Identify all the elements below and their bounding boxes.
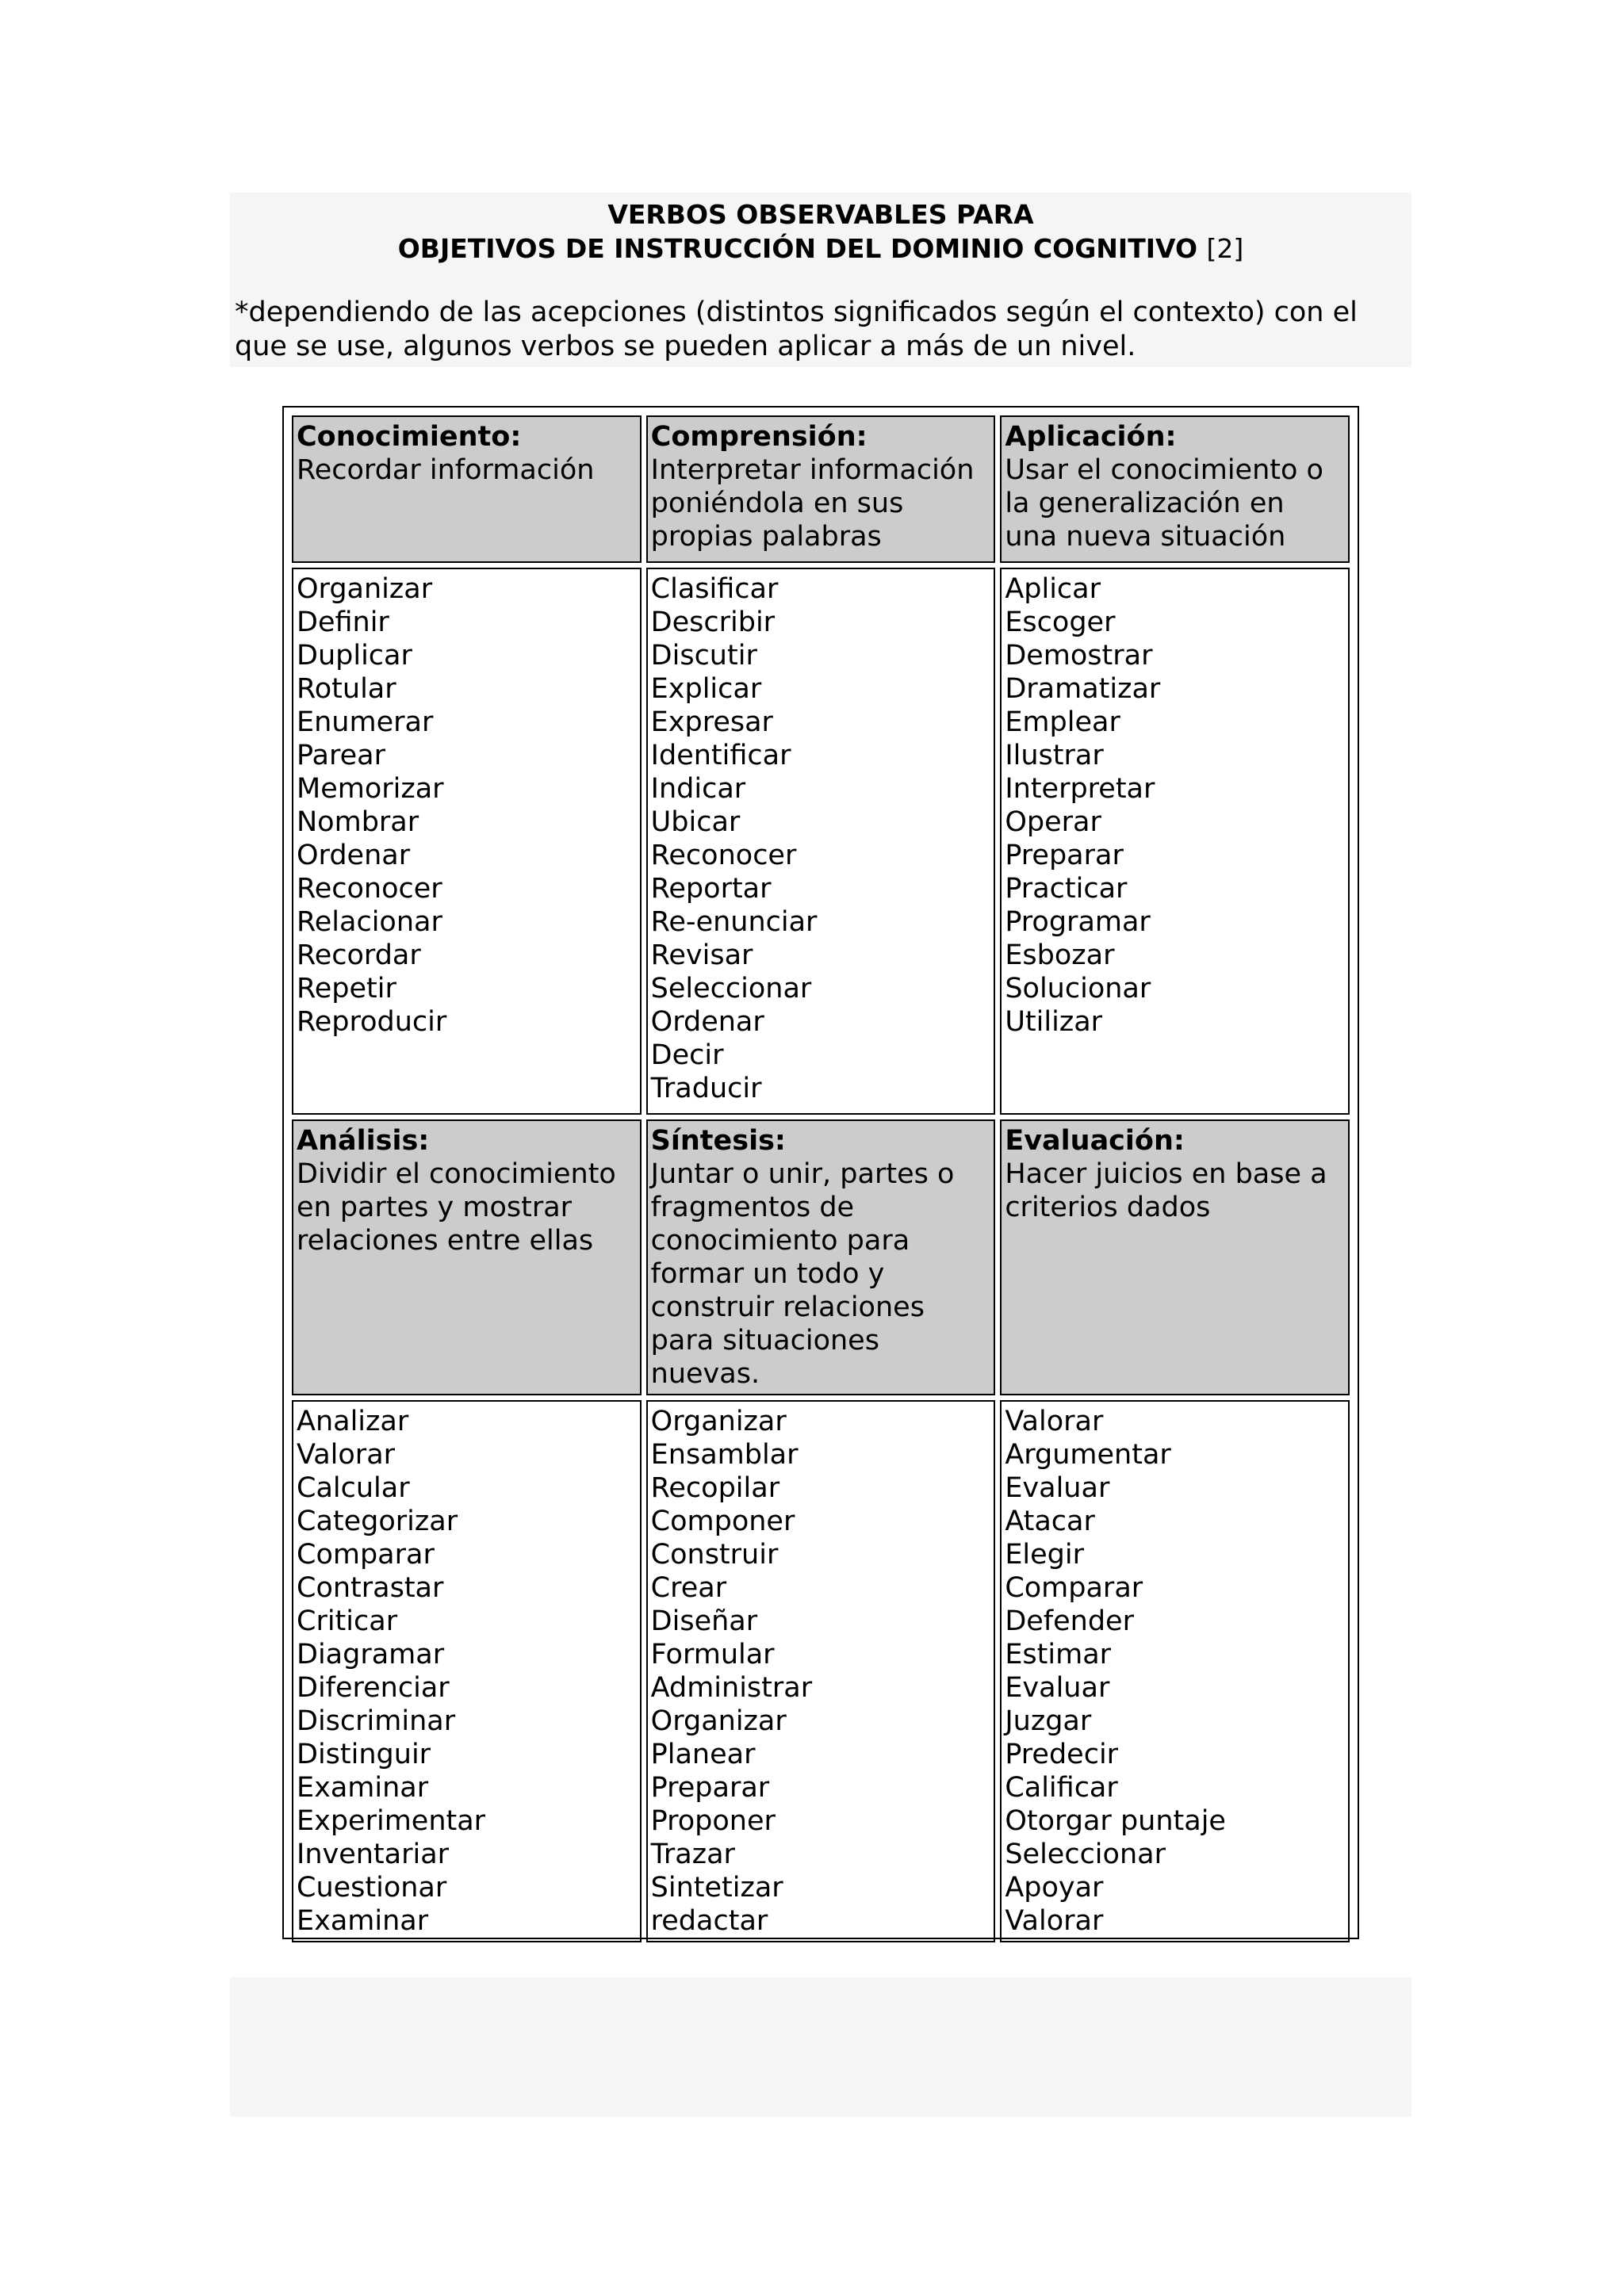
verb-list-cell xyxy=(646,1400,996,1942)
verb-item: Seleccionar xyxy=(1005,1839,1166,1870)
verb-item: Relacionar xyxy=(297,906,442,938)
verb-item: Sintetizar xyxy=(650,1872,783,1904)
verb-item: Reportar xyxy=(650,873,772,905)
verb-item: Examinar xyxy=(297,1905,429,1937)
verb-list-cell xyxy=(292,568,642,1115)
header-row-1 xyxy=(292,415,1350,563)
verbs-table xyxy=(287,411,1354,1947)
verb-item: Valorar xyxy=(297,1439,396,1471)
verb-list-cell xyxy=(292,1400,642,1942)
verb-item: Planear xyxy=(650,1739,756,1770)
verb-item: Demostrar xyxy=(1005,640,1153,672)
verb-item: Juzgar xyxy=(1005,1705,1092,1737)
verb-item: Practicar xyxy=(1005,873,1128,905)
verb-item: Re-enunciar xyxy=(650,906,818,938)
verb-item: Describir xyxy=(650,607,776,638)
category-header-cell xyxy=(292,1119,642,1395)
verb-item: Argumentar xyxy=(1005,1439,1171,1471)
document-title xyxy=(230,193,1411,266)
verb-item: Discriminar xyxy=(297,1705,456,1737)
verb-item: Definir xyxy=(297,607,389,638)
verb-item: Proponer xyxy=(650,1805,776,1837)
verb-item: Construir xyxy=(650,1539,779,1571)
verb-item: Solucionar xyxy=(1005,973,1151,1004)
verb-item: Enumerar xyxy=(297,706,434,738)
verb-item: Diseñar xyxy=(650,1605,758,1637)
verb-item: Memorizar xyxy=(297,773,444,805)
verb-item: Defender xyxy=(1005,1605,1134,1637)
verb-item: Identificar xyxy=(650,740,791,771)
category-title: Conocimiento: xyxy=(297,421,522,453)
verb-item: Recordar xyxy=(297,939,421,971)
verb-list-cell xyxy=(1000,1400,1350,1942)
verb-item: Reproducir xyxy=(297,1006,447,1038)
verb-item: Ordenar xyxy=(650,1006,764,1038)
verb-item: Parear xyxy=(297,740,385,771)
verbs-row-1 xyxy=(292,568,1350,1115)
verb-item: Categorizar xyxy=(297,1506,458,1537)
category-description: Interpretar información poniéndola en sus propias palabras xyxy=(650,454,975,553)
category-header-cell xyxy=(646,1119,996,1395)
title-line-2-text: OBJETIVOS DE INSTRUCCIÓN DEL DOMINIO COGNITIVO xyxy=(397,233,1198,264)
verb-item: Valorar xyxy=(1005,1406,1104,1437)
verb-item: Distinguir xyxy=(297,1739,431,1770)
verb-item: Crear xyxy=(650,1572,727,1604)
verb-item: Componer xyxy=(650,1506,795,1537)
verb-item: Operar xyxy=(1005,806,1101,838)
verb-item: Explicar xyxy=(650,673,762,705)
verb-item: Decir xyxy=(650,1039,724,1071)
category-description: Recordar información xyxy=(297,454,595,486)
title-line-1: VERBOS OBSERVABLES PARA xyxy=(607,199,1034,230)
verb-item: Reconocer xyxy=(297,873,442,905)
verb-item: Organizar xyxy=(650,1406,787,1437)
verb-item: Evaluar xyxy=(1005,1672,1110,1704)
verb-item: Atacar xyxy=(1005,1506,1095,1537)
verb-item: Calificar xyxy=(1005,1772,1118,1804)
verb-item: Preparar xyxy=(650,1772,770,1804)
category-header-cell xyxy=(646,415,996,563)
verb-item: Preparar xyxy=(1005,840,1124,871)
verb-item: Reconocer xyxy=(650,840,797,871)
category-header-cell xyxy=(292,415,642,563)
verb-item: Clasificar xyxy=(650,573,779,605)
footnote-text: *dependiendo de las acepciones (distintos significados según el contexto) con el que se use, algunos verbos se pueden aplicar a más de un nivel. xyxy=(235,297,1358,362)
verb-item: Cuestionar xyxy=(297,1872,447,1904)
verb-item: redactar xyxy=(650,1905,768,1937)
verb-item: Diferenciar xyxy=(297,1672,450,1704)
category-description: Dividir el conocimiento en partes y mostrar relaciones entre ellas xyxy=(297,1158,616,1257)
footer-section xyxy=(230,1977,1411,2117)
verb-item: Inventariar xyxy=(297,1839,450,1870)
verb-item: Experimentar xyxy=(297,1805,486,1837)
verb-item: Diagramar xyxy=(297,1639,445,1670)
verbs-table-frame xyxy=(282,406,1359,1939)
verb-item: Predecir xyxy=(1005,1739,1119,1770)
verb-list-cell xyxy=(1000,568,1350,1115)
verb-item: Evaluar xyxy=(1005,1472,1110,1504)
verb-item: Traducir xyxy=(650,1073,762,1104)
verb-item: Duplicar xyxy=(297,640,412,672)
verb-item: Apoyar xyxy=(1005,1872,1104,1904)
verb-item: Ordenar xyxy=(297,840,411,871)
verb-item: Recopilar xyxy=(650,1472,780,1504)
category-title: Evaluación: xyxy=(1005,1125,1185,1157)
category-title: Síntesis: xyxy=(650,1125,786,1157)
category-title: Análisis: xyxy=(297,1125,430,1157)
category-header-cell xyxy=(1000,415,1350,563)
category-title: Comprensión: xyxy=(650,421,868,453)
verb-item: Comparar xyxy=(297,1539,435,1571)
verb-item: Trazar xyxy=(650,1839,735,1870)
verb-item: Organizar xyxy=(650,1705,787,1737)
header-row-2 xyxy=(292,1119,1350,1395)
verb-item: Aplicar xyxy=(1005,573,1101,605)
verb-item: Elegir xyxy=(1005,1539,1085,1571)
verb-item: Indicar xyxy=(650,773,746,805)
verb-item: Ubicar xyxy=(650,806,741,838)
verb-item: Utilizar xyxy=(1005,1006,1103,1038)
verb-item: Dramatizar xyxy=(1005,673,1161,705)
verb-item: Analizar xyxy=(297,1406,409,1437)
verb-item: Programar xyxy=(1005,906,1151,938)
verb-item: Estimar xyxy=(1005,1639,1112,1670)
category-header-cell xyxy=(1000,1119,1350,1395)
verb-item: Ensamblar xyxy=(650,1439,799,1471)
verb-item: Interpretar xyxy=(1005,773,1155,805)
title-line-2 xyxy=(230,232,1411,266)
verb-item: Repetir xyxy=(297,973,396,1004)
verb-list-cell xyxy=(646,568,996,1115)
category-title: Aplicación: xyxy=(1005,421,1177,453)
verbs-row-2 xyxy=(292,1400,1350,1942)
verb-item: Expresar xyxy=(650,706,773,738)
verb-item: Criticar xyxy=(297,1605,398,1637)
reference-marker: [2] xyxy=(1206,233,1244,264)
verb-item: Administrar xyxy=(650,1672,813,1704)
verb-item: Otorgar puntaje xyxy=(1005,1805,1226,1837)
verb-item: Calcular xyxy=(297,1472,410,1504)
verb-item: Escoger xyxy=(1005,607,1116,638)
verb-item: Organizar xyxy=(297,573,433,605)
verb-item: Ilustrar xyxy=(1005,740,1104,771)
verb-item: Comparar xyxy=(1005,1572,1143,1604)
verb-item: Revisar xyxy=(650,939,753,971)
verb-item: Valorar xyxy=(1005,1905,1104,1937)
category-description: Usar el conocimiento o la generalización en una nueva situación xyxy=(1005,454,1323,553)
verb-item: Seleccionar xyxy=(650,973,812,1004)
verb-item: Formular xyxy=(650,1639,775,1670)
verb-item: Examinar xyxy=(297,1772,429,1804)
category-description: Juntar o unir, partes o fragmentos de conocimiento para formar un todo y construir relaciones para situaciones nuevas. xyxy=(650,1158,955,1390)
verb-item: Esbozar xyxy=(1005,939,1115,971)
verb-item: Nombrar xyxy=(297,806,419,838)
category-description: Hacer juicios en base a criterios dados xyxy=(1005,1158,1327,1223)
verb-item: Rotular xyxy=(297,673,396,705)
header-section xyxy=(230,193,1411,367)
verb-item: Discutir xyxy=(650,640,757,672)
verb-item: Emplear xyxy=(1005,706,1120,738)
verb-item: Contrastar xyxy=(297,1572,444,1604)
